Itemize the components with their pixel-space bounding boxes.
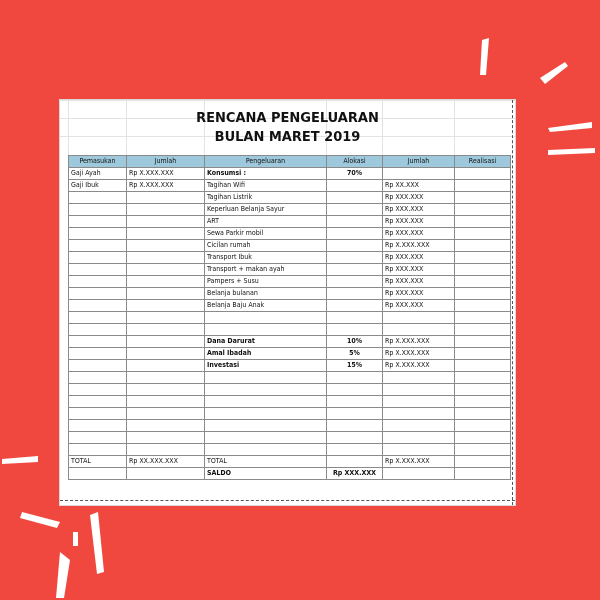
- budget-table: [68, 155, 511, 480]
- page-break-line: [512, 100, 513, 505]
- cell-realisasi: [455, 204, 511, 216]
- cell-alokasi: 70%: [327, 168, 383, 180]
- cell-jumlah-out: Rp X.XXX.XXX: [383, 336, 455, 348]
- cell-pengeluaran: Investasi: [205, 360, 327, 372]
- cell-jumlah-in: [127, 396, 205, 408]
- cell-jumlah-out: Rp XXX.XXX: [383, 192, 455, 204]
- cell-alokasi: [327, 276, 383, 288]
- cell-pemasukan: [69, 228, 127, 240]
- cell-jumlah-out: Rp XXX.XXX: [383, 276, 455, 288]
- header-jumlah-out: Jumlah: [383, 156, 455, 168]
- table-body: [69, 168, 511, 480]
- cell-jumlah-out: [383, 324, 455, 336]
- cell-pemasukan: Gaji Ayah: [69, 168, 127, 180]
- cell-alokasi: [327, 180, 383, 192]
- cell-jumlah-out: Rp XXX.XXX: [383, 252, 455, 264]
- header-row: [69, 156, 511, 168]
- cell-jumlah-in: Rp X.XXX.XXX: [127, 180, 205, 192]
- cell-realisasi: [455, 168, 511, 180]
- cell-realisasi: [455, 372, 511, 384]
- cell-jumlah-in: [127, 204, 205, 216]
- cell-realisasi: [455, 252, 511, 264]
- cell-pemasukan: [69, 432, 127, 444]
- cell-jumlah-in: [127, 348, 205, 360]
- cell-realisasi: [455, 456, 511, 468]
- cell-jumlah-out: [383, 396, 455, 408]
- cell-realisasi: [455, 240, 511, 252]
- cell-alokasi: [327, 384, 383, 396]
- cell-pengeluaran: Pampers + Susu: [205, 276, 327, 288]
- cell-pengeluaran: Keperluan Belanja Sayur: [205, 204, 327, 216]
- cell-jumlah-out: Rp XXX.XXX: [383, 264, 455, 276]
- header-jumlah-in: Jumlah: [127, 156, 205, 168]
- cell-pengeluaran: Amal Ibadah: [205, 348, 327, 360]
- cell-pemasukan: [69, 348, 127, 360]
- cell-pemasukan: [69, 252, 127, 264]
- cell-jumlah-out: Rp XXX.XXX: [383, 216, 455, 228]
- cell-jumlah-in: [127, 276, 205, 288]
- cell-pemasukan: [69, 276, 127, 288]
- cell-jumlah-in: Rp X.XXX.XXX: [127, 168, 205, 180]
- table-row: [69, 216, 511, 228]
- header-pemasukan: Pemasukan: [69, 156, 127, 168]
- cell-alokasi: [327, 240, 383, 252]
- stroke-top-right-1: [480, 38, 489, 75]
- cell-pengeluaran: Transport + makan ayah: [205, 264, 327, 276]
- table-row: [69, 180, 511, 192]
- cell-jumlah-in: [127, 444, 205, 456]
- table-row: [69, 264, 511, 276]
- cell-alokasi: [327, 192, 383, 204]
- cell-jumlah-out: [383, 384, 455, 396]
- cell-jumlah-out: [383, 312, 455, 324]
- cell-alokasi: [327, 432, 383, 444]
- cell-realisasi: [455, 336, 511, 348]
- cell-realisasi: [455, 384, 511, 396]
- cell-pengeluaran: ART: [205, 216, 327, 228]
- cell-pengeluaran: Cicilan rumah: [205, 240, 327, 252]
- cell-realisasi: [455, 288, 511, 300]
- cell-pengeluaran: [205, 408, 327, 420]
- cell-pengeluaran: Dana Darurat: [205, 336, 327, 348]
- cell-jumlah-in: [127, 216, 205, 228]
- cell-jumlah-in: [127, 468, 205, 480]
- cell-realisasi: [455, 408, 511, 420]
- cell-pengeluaran: Transport Ibuk: [205, 252, 327, 264]
- cell-jumlah-in: [127, 408, 205, 420]
- table-row: [69, 204, 511, 216]
- cell-alokasi: [327, 252, 383, 264]
- cell-jumlah-out: [383, 432, 455, 444]
- cell-jumlah-out: Rp XXX.XXX: [383, 228, 455, 240]
- header-realisasi: Realisasi: [455, 156, 511, 168]
- cell-realisasi: [455, 264, 511, 276]
- stroke-top-right-2: [540, 62, 568, 84]
- cell-realisasi: [455, 324, 511, 336]
- cell-alokasi: 15%: [327, 360, 383, 372]
- cell-pemasukan: [69, 312, 127, 324]
- table-row: [69, 192, 511, 204]
- table-row: [69, 360, 511, 372]
- stroke-bottom-3: [73, 532, 78, 546]
- table-row: [69, 276, 511, 288]
- cell-pengeluaran: [205, 420, 327, 432]
- cell-pengeluaran: [205, 312, 327, 324]
- cell-jumlah-in: [127, 288, 205, 300]
- cell-alokasi: [327, 300, 383, 312]
- cell-alokasi: [327, 264, 383, 276]
- cell-jumlah-out: [383, 468, 455, 480]
- cell-pemasukan: [69, 288, 127, 300]
- table-row: [69, 372, 511, 384]
- table-row: [69, 300, 511, 312]
- cell-jumlah-in: [127, 228, 205, 240]
- sheet-title-line2: BULAN MARET 2019: [214, 130, 361, 145]
- table-row: [69, 432, 511, 444]
- cell-jumlah-in: [127, 312, 205, 324]
- sheet-title-line1: RENCANA PENGELUARAN: [196, 111, 379, 126]
- cell-realisasi: [455, 432, 511, 444]
- cell-pengeluaran: Tagihan Listrik: [205, 192, 327, 204]
- cell-pengeluaran: Belanja bulanan: [205, 288, 327, 300]
- cell-alokasi: [327, 456, 383, 468]
- cell-realisasi: [455, 360, 511, 372]
- cell-jumlah-in: [127, 324, 205, 336]
- cell-alokasi: [327, 372, 383, 384]
- cell-jumlah-in: [127, 384, 205, 396]
- table-row: [69, 408, 511, 420]
- table-row: [69, 240, 511, 252]
- cell-realisasi: [455, 420, 511, 432]
- stroke-bottom-2: [90, 512, 104, 574]
- cell-realisasi: [455, 192, 511, 204]
- table-row: [69, 168, 511, 180]
- cell-pemasukan: [69, 372, 127, 384]
- cell-pemasukan: [69, 408, 127, 420]
- table-row: [69, 252, 511, 264]
- cell-jumlah-out: Rp XXX.XXX: [383, 300, 455, 312]
- cell-pemasukan: [69, 444, 127, 456]
- cell-pemasukan: [69, 420, 127, 432]
- cell-jumlah-in: [127, 300, 205, 312]
- spreadsheet: [60, 100, 515, 505]
- cell-pemasukan: [69, 240, 127, 252]
- cell-pengeluaran: Sewa Parkir mobil: [205, 228, 327, 240]
- cell-realisasi: [455, 396, 511, 408]
- cell-alokasi: [327, 288, 383, 300]
- cell-jumlah-in: [127, 264, 205, 276]
- cell-alokasi: [327, 204, 383, 216]
- table-row: [69, 228, 511, 240]
- cell-pengeluaran: [205, 444, 327, 456]
- table-row: [69, 444, 511, 456]
- cell-pemasukan: [69, 360, 127, 372]
- cell-alokasi: [327, 420, 383, 432]
- cell-realisasi: [455, 216, 511, 228]
- table-row: [69, 396, 511, 408]
- cell-pengeluaran: Belanja Baju Anak: [205, 300, 327, 312]
- cell-alokasi: [327, 396, 383, 408]
- cell-pengeluaran: Tagihan Wifi: [205, 180, 327, 192]
- cell-realisasi: [455, 180, 511, 192]
- cell-jumlah-out: Rp XXX.XXX: [383, 204, 455, 216]
- cell-pemasukan: [69, 192, 127, 204]
- cell-pemasukan: [69, 300, 127, 312]
- header-pengeluaran: Pengeluaran: [205, 156, 327, 168]
- cell-pengeluaran: [205, 324, 327, 336]
- cell-realisasi: [455, 276, 511, 288]
- cell-pemasukan: TOTAL: [69, 456, 127, 468]
- cell-jumlah-in: [127, 372, 205, 384]
- cell-jumlah-out: Rp XX.XXX: [383, 180, 455, 192]
- stroke-left-1: [2, 456, 38, 464]
- table-row: [69, 420, 511, 432]
- cell-alokasi: [327, 324, 383, 336]
- cell-jumlah-in: Rp XX.XXX.XXX: [127, 456, 205, 468]
- table-row: [69, 312, 511, 324]
- header-alokasi: Alokasi: [327, 156, 383, 168]
- cell-jumlah-out: [383, 420, 455, 432]
- cell-jumlah-in: [127, 336, 205, 348]
- cell-jumlah-in: [127, 432, 205, 444]
- table-row: [69, 336, 511, 348]
- cell-realisasi: [455, 348, 511, 360]
- cell-jumlah-out: [383, 168, 455, 180]
- cell-pemasukan: [69, 336, 127, 348]
- cell-jumlah-in: [127, 360, 205, 372]
- cell-jumlah-in: [127, 192, 205, 204]
- cell-pemasukan: [69, 264, 127, 276]
- cell-pengeluaran: SALDO: [205, 468, 327, 480]
- cell-pengeluaran: [205, 384, 327, 396]
- cell-alokasi: [327, 444, 383, 456]
- page-break-line-bottom: [60, 500, 515, 501]
- table-row: [69, 288, 511, 300]
- cell-pengeluaran: TOTAL: [205, 456, 327, 468]
- cell-jumlah-out: Rp XXX.XXX: [383, 288, 455, 300]
- cell-alokasi: 5%: [327, 348, 383, 360]
- cell-alokasi: [327, 216, 383, 228]
- table-row: [69, 348, 511, 360]
- table-row: [69, 324, 511, 336]
- cell-alokasi: [327, 312, 383, 324]
- table-row: [69, 384, 511, 396]
- cell-pemasukan: [69, 468, 127, 480]
- stroke-bottom-1: [56, 552, 70, 598]
- cell-pengeluaran: Konsumsi :: [205, 168, 327, 180]
- table-row: [69, 456, 511, 468]
- cell-realisasi: [455, 300, 511, 312]
- cell-jumlah-out: [383, 372, 455, 384]
- cell-alokasi: [327, 408, 383, 420]
- stroke-right: [548, 148, 595, 155]
- cell-jumlah-out: Rp X.XXX.XXX: [383, 348, 455, 360]
- cell-pengeluaran: [205, 432, 327, 444]
- cell-realisasi: [455, 312, 511, 324]
- cell-jumlah-in: [127, 252, 205, 264]
- cell-pemasukan: [69, 324, 127, 336]
- cell-alokasi: 10%: [327, 336, 383, 348]
- cell-pengeluaran: [205, 372, 327, 384]
- cell-jumlah-out: [383, 408, 455, 420]
- cell-pemasukan: [69, 216, 127, 228]
- cell-jumlah-out: Rp X.XXX.XXX: [383, 360, 455, 372]
- cell-pemasukan: [69, 384, 127, 396]
- cell-pemasukan: [69, 204, 127, 216]
- stroke-top-right-3: [548, 122, 592, 132]
- cell-pengeluaran: [205, 396, 327, 408]
- cell-pemasukan: Gaji Ibuk: [69, 180, 127, 192]
- table-row: [69, 468, 511, 480]
- cell-jumlah-in: [127, 240, 205, 252]
- cell-realisasi: [455, 228, 511, 240]
- cell-realisasi: [455, 444, 511, 456]
- cell-pemasukan: [69, 396, 127, 408]
- cell-jumlah-out: Rp X.XXX.XXX: [383, 240, 455, 252]
- cell-alokasi: Rp XXX.XXX: [327, 468, 383, 480]
- stroke-left-2: [20, 512, 60, 528]
- cell-jumlah-in: [127, 420, 205, 432]
- cell-realisasi: [455, 468, 511, 480]
- cell-jumlah-out: Rp X.XXX.XXX: [383, 456, 455, 468]
- cell-jumlah-out: [383, 444, 455, 456]
- cell-alokasi: [327, 228, 383, 240]
